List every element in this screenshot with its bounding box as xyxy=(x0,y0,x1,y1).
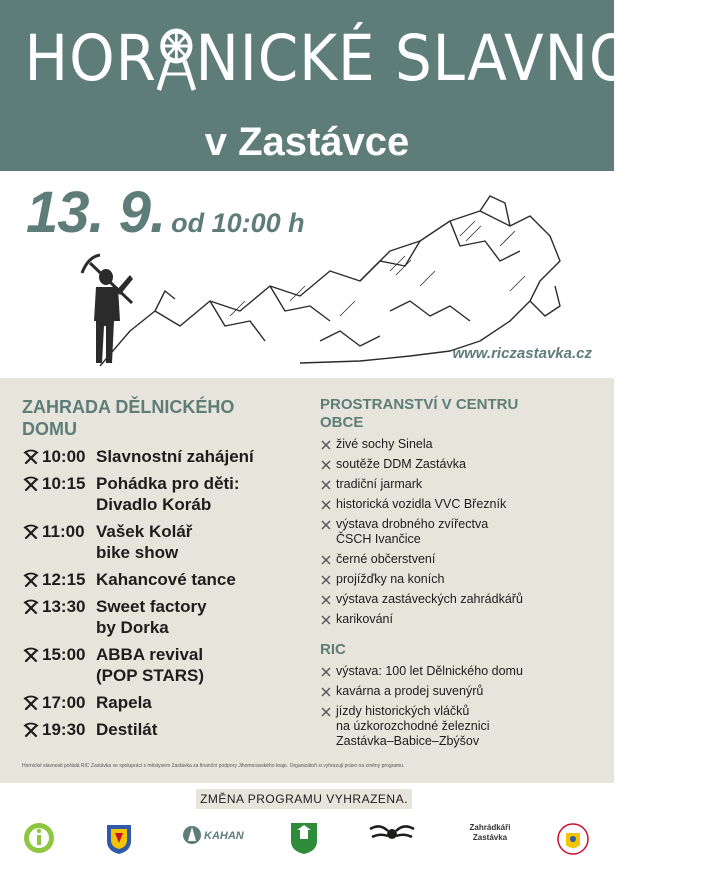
title-part-2: NICKÉ SLAVNOSTI xyxy=(195,22,728,95)
svg-text:KAHAN: KAHAN xyxy=(204,830,244,842)
event-item: 13:30 Sweet factory by Dorka xyxy=(22,596,312,638)
pickaxe-icon xyxy=(320,686,332,698)
municipality-crest-icon xyxy=(290,821,318,855)
time-text: od 10:00 h xyxy=(171,208,305,238)
subtitle: v Zastávce xyxy=(204,120,410,164)
pickaxe-icon xyxy=(320,459,332,471)
fine-print: Hornické slavnosti pořádá RIC Zastávka ve spolupráci s městysem Zastávka za finanční podpory Jihomoravského kraje. Organizátoři si vyhrazují právo na změny programu. xyxy=(22,763,405,769)
event-item: 10:00 Slavnostní zahájení xyxy=(22,446,312,467)
pickaxe-icon xyxy=(320,439,332,451)
event-date xyxy=(26,179,305,246)
ric-title: RIC xyxy=(320,641,346,658)
kahan-logo xyxy=(182,821,244,849)
pickaxe-icon xyxy=(22,694,40,712)
program-change-notice: ZMĚNA PROGRAMU VYHRAZENA. xyxy=(196,789,412,809)
footer xyxy=(0,783,614,869)
hero-section xyxy=(0,171,614,378)
program-panel xyxy=(0,378,614,783)
list-item: živé sochy Sinela xyxy=(320,437,605,452)
event-item: 17:00 Rapela xyxy=(22,692,312,713)
list-item: soutěže DDM Zastávka xyxy=(320,457,605,472)
pickaxe-icon xyxy=(22,646,40,664)
pickaxe-icon xyxy=(22,448,40,466)
list-item: výstava zastáveckých zahrádkářů xyxy=(320,592,605,607)
list-item: výstava: 100 let Dělnického domu xyxy=(320,664,605,679)
title-part-1: HOR xyxy=(24,22,157,95)
center-title: PROSTRANSTVÍ V CENTRU OBCE xyxy=(320,396,519,431)
center-program xyxy=(320,396,605,749)
pickaxe-icon xyxy=(22,721,40,739)
pickaxe-icon xyxy=(320,574,332,586)
pickaxe-icon xyxy=(320,666,332,678)
event-item: 19:30 Destilát xyxy=(22,719,312,740)
pickaxe-icon xyxy=(22,475,40,493)
club-emblem-icon xyxy=(556,821,590,857)
pickaxe-icon xyxy=(22,598,40,616)
list-item: jízdy historických vláčků na úzkorozchodné železnici Zastávka–Babice–Zbýšov xyxy=(320,704,605,749)
website-link[interactable]: www.riczastavka.cz xyxy=(452,345,592,362)
event-item: 10:15 Pohádka pro děti: Divadlo Koráb xyxy=(22,473,312,515)
pickaxe-icon xyxy=(320,479,332,491)
zahradkari-logo: Zahrádkáři Zastávka xyxy=(469,823,511,842)
pickaxe-icon xyxy=(320,614,332,626)
garden-title: ZAHRADA DĚLNICKÉHO DOMU xyxy=(22,397,235,439)
center-list xyxy=(320,437,605,627)
date-text: 13. 9. xyxy=(26,180,166,245)
list-item: výstava drobného zvířectva ČSCH Ivančice xyxy=(320,517,605,547)
pickaxe-icon xyxy=(320,594,332,606)
pickaxe-icon xyxy=(22,523,40,541)
ric-list xyxy=(320,664,605,749)
pickaxe-icon xyxy=(22,571,40,589)
event-item: 15:00 ABBA revival (POP STARS) xyxy=(22,644,312,686)
mining-wheel-icon xyxy=(155,28,197,90)
event-item: 12:15 Kahancové tance xyxy=(22,569,312,590)
list-item: historická vozidla VVC Březník xyxy=(320,497,605,512)
list-item: černé občerstvení xyxy=(320,552,605,567)
list-item: projížďky na koních xyxy=(320,572,605,587)
event-list xyxy=(22,446,312,740)
pickaxe-icon xyxy=(320,706,332,718)
list-item: kavárna a prodej suvenýrů xyxy=(320,684,605,699)
pickaxe-icon xyxy=(320,554,332,566)
garden-program xyxy=(22,396,312,740)
event-item: 11:00 Vašek Kolář bike show xyxy=(22,521,312,563)
header-banner xyxy=(0,0,728,171)
info-center-logo xyxy=(22,821,56,855)
page-title xyxy=(24,22,728,95)
pickaxe-icon xyxy=(320,499,332,511)
railway-emblem-icon xyxy=(368,821,416,847)
region-crest-icon xyxy=(106,821,132,855)
list-item: karikování xyxy=(320,612,605,627)
pickaxe-icon xyxy=(320,519,332,531)
list-item: tradiční jarmark xyxy=(320,477,605,492)
